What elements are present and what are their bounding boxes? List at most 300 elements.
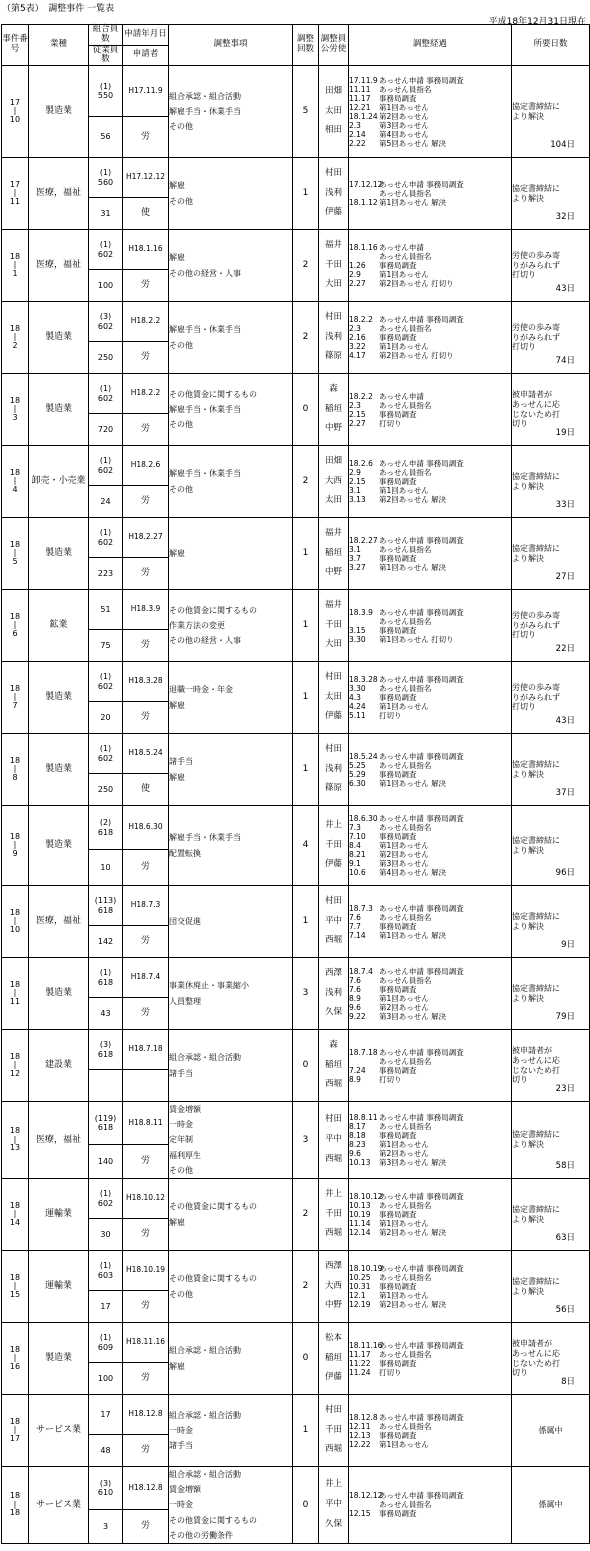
result-cell	[512, 1467, 590, 1544]
outcome-text: 協定書締結に より解決	[512, 1204, 560, 1224]
mediator-name: 稲垣	[324, 547, 342, 558]
process-text: あっせん申請 事務局調査	[379, 1192, 464, 1201]
process-step	[349, 351, 511, 360]
mediators-cell	[319, 518, 349, 590]
table-row	[2, 1102, 590, 1145]
mediator-name: 田畑	[324, 85, 342, 96]
case-number-part: |	[13, 988, 17, 998]
process-date: 2.16	[349, 333, 366, 343]
process-date: 4.24	[349, 702, 366, 712]
process-step	[349, 1122, 511, 1131]
process-step	[349, 563, 511, 572]
case-number	[2, 1179, 29, 1251]
process-step	[349, 94, 511, 103]
item-entry: 諸手当	[169, 1441, 193, 1451]
process-step	[349, 617, 511, 626]
process-step	[349, 814, 511, 823]
applied-date-cell: H18.8.11	[123, 1102, 169, 1145]
mediator-name: 村田	[324, 743, 342, 754]
applicant-cell: 労	[123, 1144, 169, 1178]
mediators-cell	[319, 886, 349, 958]
process-date: 18.7.4	[349, 966, 373, 976]
case-number-part: 8	[12, 772, 18, 782]
process-text: あっせん申請 事務局調査	[379, 535, 464, 545]
applied-date-cell: H18.3.28	[123, 662, 169, 702]
case-number	[2, 1323, 29, 1395]
items-cell	[169, 230, 293, 302]
item-entry: その他	[169, 196, 193, 206]
process-step	[349, 1003, 511, 1012]
process-date: 8.18	[349, 1131, 366, 1141]
mediator-name: 千田	[324, 259, 342, 270]
mediator-name: 久保	[324, 1518, 342, 1529]
process-date: 18.8.11	[349, 1113, 378, 1123]
applied-date-cell: H18.11.16	[123, 1323, 169, 1363]
applied-date-cell: H18.5.24	[123, 734, 169, 774]
process-text: 事務局調査	[379, 832, 417, 842]
process-step	[349, 635, 511, 644]
process-step	[349, 180, 511, 189]
mediators-cell	[319, 1467, 349, 1544]
process-text: あっせん員指名	[379, 760, 432, 770]
count-cell: 3	[293, 958, 319, 1030]
result-cell	[512, 1030, 590, 1102]
process-cell	[349, 1102, 512, 1179]
case-number-part: 18	[9, 1051, 21, 1061]
table-row	[2, 1467, 590, 1510]
result-cell	[512, 1323, 590, 1395]
item-entry: 福利厚生	[169, 1150, 201, 1160]
applied-date-cell: H18.7.18	[123, 1030, 169, 1070]
case-number	[2, 518, 29, 590]
process-step	[349, 1140, 511, 1149]
process-cell	[349, 230, 512, 302]
item-entry: 賃金増額	[169, 1485, 201, 1495]
industry-cell: 運輸業	[29, 1251, 89, 1323]
process-text: 第2回あっせん	[379, 111, 429, 121]
process-date: 10.31	[349, 1282, 371, 1291]
mediator-name: 村田	[324, 311, 342, 322]
outcome-text: 被申請者が あっせんに応 じないため打 切り	[512, 390, 560, 429]
process-text: あっせん申請 事務局調査	[379, 1264, 464, 1273]
table-row	[2, 1179, 590, 1219]
item-entry: 組合承認・組合活動	[169, 91, 241, 101]
process-step	[349, 608, 511, 617]
mediator-name: 大西	[324, 1280, 342, 1291]
process-date: 11.24	[349, 1367, 371, 1377]
process-cell	[349, 1323, 512, 1395]
process-date: 8.17	[349, 1122, 366, 1132]
applicant-cell: 労	[123, 414, 169, 446]
items-cell	[169, 1323, 293, 1395]
count-cell: 1	[293, 662, 319, 734]
process-step	[349, 1440, 511, 1449]
process-step	[349, 121, 511, 130]
process-date: 11.11	[349, 84, 371, 94]
applied-date-cell: H18.6.30	[123, 806, 169, 850]
process-step	[349, 1341, 511, 1350]
case-number-part: 18	[9, 1126, 21, 1136]
process-date: 18.2.27	[349, 535, 378, 545]
process-date: 2.27	[349, 279, 366, 289]
employees-cell: 720	[89, 414, 123, 446]
process-step	[349, 1273, 511, 1282]
process-text: 第1回あっせん	[379, 486, 429, 496]
mediators-cell	[319, 1179, 349, 1251]
outcome-text: 労使の歩み寄 りがみられず 打切り	[512, 611, 560, 640]
case-number-part: 17	[9, 1433, 21, 1443]
mediator-name: 西堀	[324, 935, 342, 946]
union-members-cell: (1) 609	[89, 1323, 123, 1363]
process-step	[349, 1350, 511, 1359]
case-number	[2, 230, 29, 302]
process-date: 10.19	[349, 1210, 371, 1219]
employees-cell	[89, 1070, 123, 1102]
process-date: 9.6	[349, 1149, 361, 1159]
items-cell	[169, 590, 293, 662]
case-number-part: 7	[12, 700, 18, 710]
process-date: 7.24	[349, 1065, 366, 1075]
process-text: 事務局調査	[379, 1358, 417, 1368]
process-text: 事務局調査	[379, 1509, 417, 1519]
process-step	[349, 1048, 511, 1057]
case-number-part: 4	[12, 484, 18, 494]
case-number-part: 18	[9, 683, 21, 693]
case-number	[2, 734, 29, 806]
outcome-text: 協定書締結に より解決	[512, 759, 560, 779]
applied-date-cell: H18.1.16	[123, 230, 169, 270]
process-step	[349, 1057, 511, 1066]
case-number-part: 18	[9, 755, 21, 765]
table-row	[2, 958, 590, 998]
item-entry: 組合承認・組合活動	[169, 1410, 241, 1420]
process-text: あっせん申請 事務局調査	[379, 1047, 464, 1057]
mediators-cell	[319, 734, 349, 806]
mediator-name: 福井	[324, 599, 342, 610]
process-date: 17.12.12	[349, 180, 383, 190]
process-date: 2.15	[349, 477, 366, 487]
process-date: 12.14	[349, 1228, 371, 1237]
applicant-cell: 労	[123, 486, 169, 518]
process-step	[349, 103, 511, 112]
process-date: 18.2.2	[349, 315, 373, 325]
items-cell	[169, 1251, 293, 1323]
process-text: 第2回あっせん 打切り	[379, 351, 454, 361]
process-text: あっせん申請 事務局調査	[379, 1113, 464, 1123]
process-step	[349, 1158, 511, 1167]
process-date: 18.12.8	[349, 1412, 378, 1422]
applied-date-cell: H18.2.2	[123, 374, 169, 414]
process-step	[349, 761, 511, 770]
process-step	[349, 693, 511, 702]
case-number-part: |	[13, 1134, 17, 1144]
case-number-part: |	[13, 1499, 17, 1509]
process-date: 7.3	[349, 823, 361, 833]
case-number-part: 18	[9, 323, 21, 333]
process-date: 12.1	[349, 1291, 366, 1300]
process-cell	[349, 518, 512, 590]
industry-cell: 製造業	[29, 958, 89, 1030]
process-step	[349, 770, 511, 779]
process-step	[349, 468, 511, 477]
mediator-name: 千田	[324, 839, 342, 850]
header-industry: 業種	[29, 25, 89, 66]
table-row	[2, 662, 590, 702]
case-number-part: |	[13, 188, 17, 198]
case-number-part: |	[13, 1281, 17, 1291]
items-cell	[169, 66, 293, 158]
process-date: 9.6	[349, 1002, 361, 1012]
employees-cell: 75	[89, 630, 123, 662]
process-date: 12.22	[349, 1439, 371, 1449]
process-step	[349, 904, 511, 913]
process-step	[349, 85, 511, 94]
case-number-part: |	[13, 692, 17, 702]
days-required: 27日	[555, 572, 575, 583]
header-days: 所要日数	[512, 25, 590, 66]
case-number-part: 13	[9, 1143, 21, 1153]
count-cell: 0	[293, 1323, 319, 1395]
case-number-part: 9	[12, 848, 18, 858]
process-text: 事務局調査	[379, 921, 417, 931]
process-step	[349, 401, 511, 410]
process-text: 事務局調査	[379, 333, 417, 343]
process-cell	[349, 734, 512, 806]
process-date: 7.10	[349, 832, 366, 842]
process-cell	[349, 590, 512, 662]
process-step	[349, 967, 511, 976]
item-entry: 作業方法の変更	[169, 620, 225, 630]
process-date: 3.22	[349, 342, 366, 352]
item-entry: 諸手当	[169, 1068, 193, 1078]
applicant-cell: 労	[123, 1291, 169, 1323]
header-items: 調整事項	[169, 25, 293, 66]
industry-cell: 製造業	[29, 302, 89, 374]
case-number-part: 18	[9, 907, 21, 917]
process-text: あっせん申請 事務局調査	[379, 903, 464, 913]
case-number	[2, 1395, 29, 1467]
employees-cell: 250	[89, 774, 123, 806]
days-required: 32日	[555, 212, 575, 223]
applicant-cell: 労	[123, 1435, 169, 1467]
process-text: 第1回あっせん 解決	[379, 778, 447, 788]
result-cell	[512, 230, 590, 302]
process-step	[349, 931, 511, 940]
items-cell	[169, 662, 293, 734]
days-required: 8日	[561, 1377, 575, 1388]
process-step	[349, 333, 511, 342]
days-required: 56日	[555, 1305, 575, 1316]
table-row	[2, 230, 590, 270]
item-entry: その他賃金に関するもの	[169, 605, 257, 615]
item-entry: その他	[169, 484, 193, 494]
result-cell	[512, 806, 590, 886]
case-number-part: 3	[12, 412, 18, 422]
count-cell: 1	[293, 1395, 319, 1467]
mediator-name: 浅利	[324, 187, 342, 198]
process-date: 8.21	[349, 850, 366, 860]
case-number-part: 18	[9, 467, 21, 477]
mediator-name: 篠原	[324, 351, 342, 362]
mediators-cell	[319, 590, 349, 662]
process-text: 第1回あっせん 解決	[379, 198, 447, 208]
process-step	[349, 270, 511, 279]
applied-date-cell: H18.7.4	[123, 958, 169, 998]
process-step	[349, 315, 511, 324]
item-entry: 諸手当	[169, 757, 193, 767]
process-text: 第1回あっせん	[379, 702, 429, 712]
process-date: 18.12.12	[349, 1491, 383, 1501]
mediator-name: 村田	[324, 1404, 342, 1415]
process-text: 第1回あっせん	[379, 841, 429, 851]
case-number	[2, 302, 29, 374]
outcome-text: 協定書締結に より解決	[512, 471, 560, 491]
process-step	[349, 554, 511, 563]
case-number	[2, 590, 29, 662]
union-members-cell: (1) 618	[89, 958, 123, 998]
industry-cell: 医療，福祉	[29, 158, 89, 230]
mediator-name: 中野	[324, 423, 342, 434]
employees-cell: 142	[89, 926, 123, 958]
process-text: あっせん員指名	[379, 252, 432, 262]
item-entry: 解雇	[169, 700, 185, 710]
applicant-cell: 労	[123, 1509, 169, 1543]
table-row	[2, 1395, 590, 1435]
days-required: 58日	[555, 1161, 575, 1172]
process-cell	[349, 662, 512, 734]
mediator-name: 篠原	[324, 783, 342, 794]
process-step	[349, 189, 511, 198]
process-text: あっせん申請	[379, 243, 424, 253]
employees-cell: 140	[89, 1144, 123, 1178]
process-text: あっせん員指名	[379, 1056, 432, 1066]
process-text: あっせん申請 事務局調査	[379, 814, 464, 824]
mediator-name: 大西	[324, 475, 342, 486]
process-step	[349, 976, 511, 985]
process-date: 18.1.12	[349, 198, 378, 208]
result-cell	[512, 734, 590, 806]
process-cell	[349, 374, 512, 446]
case-number-part: 11	[9, 996, 21, 1006]
process-step	[349, 1431, 511, 1440]
mediator-name: 千田	[324, 1208, 342, 1219]
header-process: 調整経過	[349, 25, 512, 66]
process-text: 第1回あっせん	[379, 102, 429, 112]
count-cell: 2	[293, 446, 319, 518]
item-entry: 解雇手当・休業手当	[169, 469, 241, 479]
table-row	[2, 1323, 590, 1363]
item-entry: 解雇	[169, 1217, 185, 1227]
applied-date-cell: H18.12.8	[123, 1395, 169, 1435]
process-date: 11.17	[349, 93, 371, 103]
applied-date-cell: H17.11.9	[123, 66, 169, 117]
mediator-name: 平中	[324, 1134, 342, 1145]
item-entry: その他賃金に関するもの	[169, 1515, 257, 1525]
process-cell	[349, 66, 512, 158]
process-step	[349, 711, 511, 720]
mediator-name: 伊藤	[324, 711, 342, 722]
result-cell	[512, 302, 590, 374]
case-number-part: 18	[9, 1344, 21, 1354]
case-number-part: 18	[9, 1272, 21, 1282]
case-number	[2, 158, 29, 230]
process-date: 18.5.24	[349, 751, 378, 761]
process-text: あっせん員指名	[379, 684, 432, 694]
union-members-cell: (3) 610	[89, 1467, 123, 1510]
process-text: 第1回あっせん 打切り	[379, 634, 454, 644]
outcome-text: 協定書締結に より解決	[512, 1276, 560, 1296]
result-cell	[512, 1395, 590, 1467]
case-number	[2, 886, 29, 958]
table-row	[2, 518, 590, 558]
header-union-members: 組合員数	[89, 25, 123, 46]
process-step	[349, 913, 511, 922]
process-cell	[349, 1179, 512, 1251]
items-cell	[169, 1467, 293, 1544]
item-entry: その他賃金に関するもの	[169, 1202, 257, 1212]
process-text: あっせん員指名	[379, 616, 432, 626]
process-date: 7.6	[349, 912, 361, 922]
process-date: 9.22	[349, 1011, 366, 1021]
case-number-part: |	[13, 548, 17, 558]
process-date: 18.7.18	[349, 1047, 378, 1057]
item-entry: 配置転換	[169, 848, 201, 858]
case-number-part: 17	[9, 97, 21, 107]
industry-cell: 運輸業	[29, 1179, 89, 1251]
process-text: あっせん員指名	[379, 1349, 432, 1359]
case-number-part: 16	[9, 1361, 21, 1371]
count-cell: 5	[293, 66, 319, 158]
table-row	[2, 1251, 590, 1291]
table-body	[2, 66, 590, 1544]
item-entry: 解雇手当・休業手当	[169, 404, 241, 414]
process-date: 18.2.6	[349, 459, 373, 469]
case-number-part: |	[13, 916, 17, 926]
employees-cell: 30	[89, 1219, 123, 1251]
process-step	[349, 76, 511, 85]
process-text: 事務局調査	[379, 409, 417, 419]
employees-cell: 250	[89, 342, 123, 374]
outcome-text: 被申請者が あっせんに応 じないため打 切り	[512, 1046, 560, 1085]
process-step	[349, 850, 511, 859]
process-date: 6.30	[349, 778, 366, 788]
mediators-cell	[319, 302, 349, 374]
process-date: 8.4	[349, 841, 361, 851]
industry-cell: 製造業	[29, 66, 89, 158]
process-text: 第1回あっせん 解決	[379, 562, 447, 572]
process-text: 事務局調査	[379, 261, 417, 271]
applicant-cell: 使	[123, 774, 169, 806]
process-date: 2.22	[349, 138, 366, 148]
items-cell	[169, 302, 293, 374]
mediator-name: 伊藤	[324, 1372, 342, 1383]
process-step	[349, 626, 511, 635]
process-text: 事務局調査	[379, 477, 417, 487]
process-text: 第3回あっせん	[379, 120, 429, 130]
mediator-name: 森	[329, 383, 338, 394]
process-cell	[349, 302, 512, 374]
process-text: 第2回あっせん 打切り	[379, 279, 454, 289]
process-date: 18.3.28	[349, 675, 378, 685]
outcome-text: 協定書締結に より解決	[512, 543, 560, 563]
items-cell	[169, 1395, 293, 1467]
mediator-name: 千田	[324, 619, 342, 630]
process-text: 事務局調査	[379, 93, 417, 103]
process-text: 第2回あっせん	[379, 1002, 429, 1012]
case-number-part: 17	[9, 179, 21, 189]
process-date: 7.14	[349, 930, 366, 940]
process-text: あっせん員指名	[379, 324, 432, 334]
